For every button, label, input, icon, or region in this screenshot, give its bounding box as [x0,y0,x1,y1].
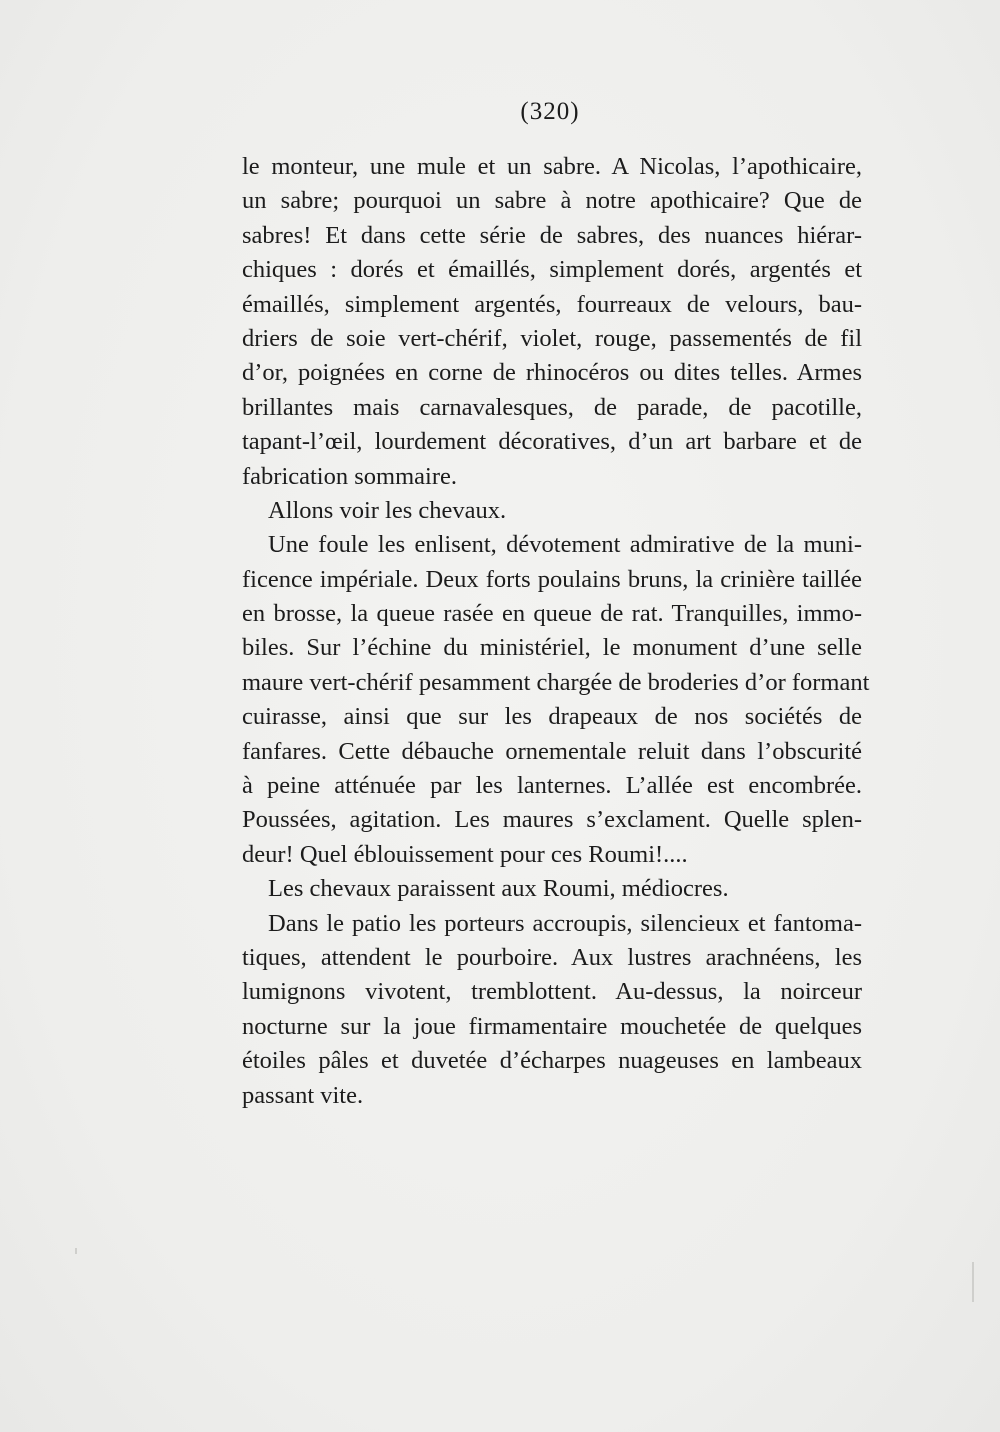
text-line: chiques : dorés et émaillés, simplement dorés, argentés et [242,256,862,284]
text-line: lumignons vivotent, tremblottent. Au-dessus, la noirceur [242,978,862,1006]
text-line: d’or, poignées en corne de rhinocéros ou dites telles. Armes [242,359,862,387]
text-line: sabres! Et dans cette série de sabres, des nuances hiérar- [242,221,862,249]
text-line: émaillés, simplement argentés, fourreaux de velours, bau- [242,290,862,318]
text-line: un sabre; pourquoi un sabre à notre apothicaire? Que de [242,187,862,215]
text-line: en brosse, la queue rasée en queue de rat. Tranquilles, immo- [242,600,862,628]
page-number: (320) [520,98,580,125]
text-line: deur! Quel éblouissement pour ces Roumi!.... [242,840,688,868]
page-edge-mark [972,1262,974,1302]
text-line: à peine atténuée par les lanternes. L’allée est encombrée. [242,772,862,800]
text-line: Allons voir les chevaux. [268,496,507,524]
text-line: Dans le patio les porteurs accroupis, silencieux et fantoma- [268,909,862,937]
text-line: driers de soie vert-chérif, violet, rouge, passementés de fil [242,324,862,352]
text-line: Les chevaux paraissent aux Roumi, médiocres. [268,875,729,903]
body-text [242,150,870,1113]
page-edge-mark [75,1248,77,1254]
text-line: tiques, attendent le pourboire. Aux lustres arachnéens, les [242,943,862,971]
text-line: tapant-l’œil, lourdement décoratives, d’un art barbare et de [242,428,862,456]
text-line: passant vite. [242,1081,364,1109]
text-line: ficence impériale. Deux forts poulains bruns, la crinière taillée [242,565,862,593]
text-line: Une foule les enlisent, dévotement admirative de la muni- [268,531,862,559]
text-line: étoiles pâles et duvetée d’écharpes nuageuses en lambeaux [242,1047,862,1075]
text-line: fanfares. Cette débauche ornementale reluit dans l’obscurité [242,737,862,765]
text-line: Poussées, agitation. Les maures s’exclament. Quelle splen- [242,806,862,834]
text-line: biles. Sur l’échine du ministériel, le monument d’une selle [242,634,862,662]
text-line: brillantes mais carnavalesques, de parade, de pacotille, [242,393,862,421]
text-line: fabrication sommaire. [242,462,457,490]
text-line: le monteur, une mule et un sabre. A Nicolas, l’apothicaire, [242,153,862,180]
text-line: nocturne sur la joue firmamentaire mouchetée de quelques [242,1012,862,1040]
text-line: cuirasse, ainsi que sur les drapeaux de nos sociétés de [242,703,862,731]
text-line: maure vert-chérif pesamment chargée de broderies d’or formant [242,668,870,696]
